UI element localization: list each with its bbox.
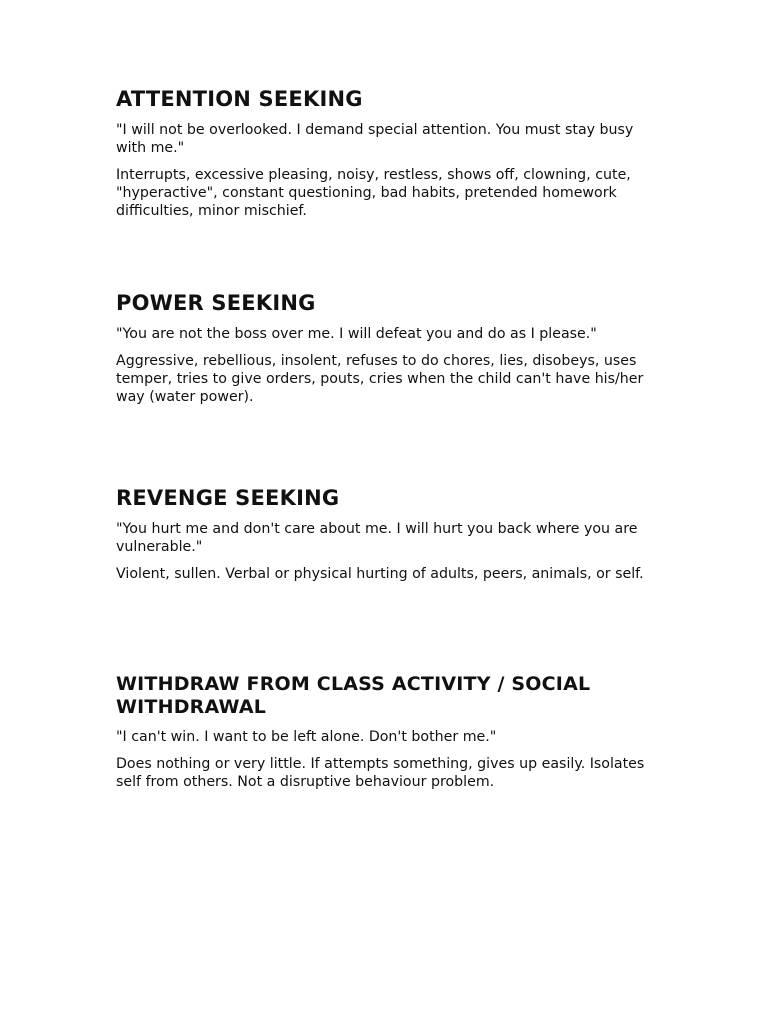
section-heading: POWER SEEKING: [116, 291, 316, 315]
section-power-seeking: [116, 291, 656, 406]
section-attention-seeking: [116, 87, 656, 220]
section-heading: WITHDRAW FROM CLASS ACTIVITY / SOCIAL WITHDRAWAL: [116, 673, 591, 718]
section-description: Interrupts, excessive pleasing, noisy, restless, shows off, clowning, cute, "hyperactive", constant questioning, bad habits, pretended homework difficulties, minor mischief.: [116, 167, 631, 219]
section-heading: ATTENTION SEEKING: [116, 87, 363, 111]
section-heading: REVENGE SEEKING: [116, 486, 340, 510]
section-revenge-seeking: [116, 486, 656, 583]
section-description: Does nothing or very little. If attempts something, gives up easily. Isolates self from others. Not a disruptive behaviour problem.: [116, 756, 645, 790]
document-page: [116, 0, 656, 1024]
section-description: Aggressive, rebellious, insolent, refuses to do chores, lies, disobeys, uses temper, tries to give orders, pouts, cries when the child can't have his/her way (water power).: [116, 353, 644, 405]
section-withdrawal: [116, 673, 656, 791]
section-quote: "I can't win. I want to be left alone. Don't bother me.": [116, 729, 497, 745]
section-description: Violent, sullen. Verbal or physical hurting of adults, peers, animals, or self.: [116, 566, 644, 582]
section-quote: "You hurt me and don't care about me. I will hurt you back where you are vulnerable.": [116, 521, 638, 555]
section-quote: "I will not be overlooked. I demand special attention. You must stay busy with me.": [116, 122, 634, 156]
section-quote: "You are not the boss over me. I will defeat you and do as I please.": [116, 326, 597, 342]
